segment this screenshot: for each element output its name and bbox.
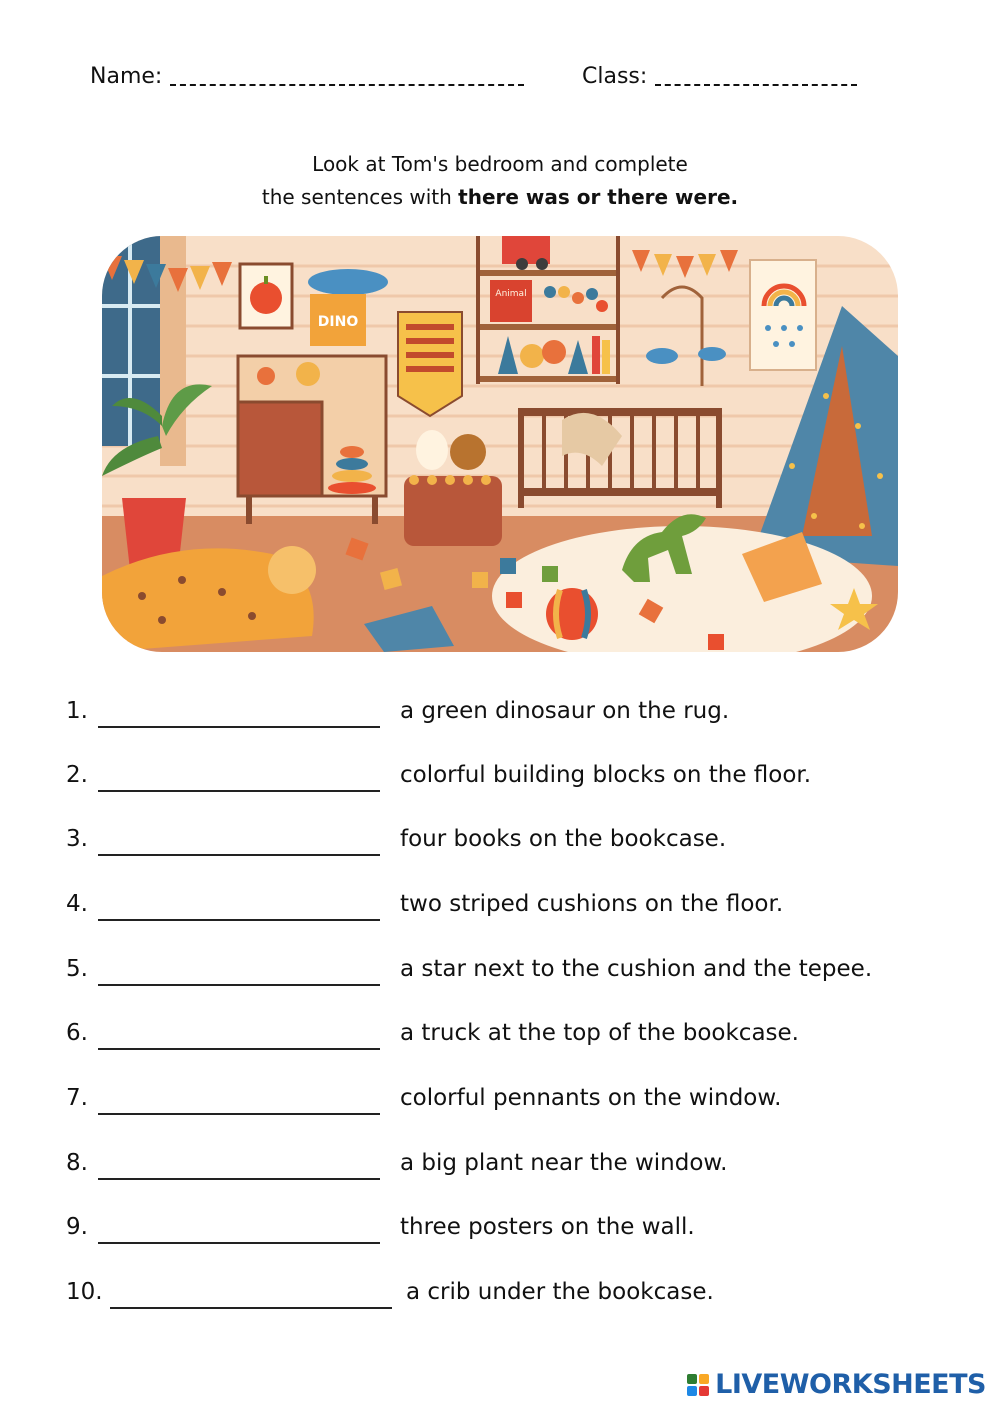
exercise-item: [66, 818, 946, 858]
answer-blank[interactable]: [98, 1216, 380, 1244]
instructions: [0, 148, 1000, 214]
name-label: Name:: [90, 64, 163, 89]
item-number: 5.: [66, 956, 88, 982]
class-label: Class:: [582, 64, 648, 89]
exercise-item: [66, 690, 946, 730]
item-text: a big plant near the window.: [400, 1150, 728, 1176]
logo-square-yellow: [699, 1374, 709, 1384]
instructions-line-2: [0, 181, 1000, 214]
item-text: four books on the bookcase.: [400, 826, 727, 852]
animal-book-text: Animal: [495, 289, 527, 299]
answer-blank[interactable]: [98, 1087, 380, 1115]
answer-blank[interactable]: [98, 1022, 380, 1050]
item-text: a crib under the bookcase.: [406, 1279, 714, 1305]
answer-blank[interactable]: [98, 1152, 380, 1180]
logo-square-green: [687, 1374, 697, 1384]
liveworksheets-brand[interactable]: [687, 1369, 986, 1400]
instructions-bold: there was or there were.: [458, 185, 739, 209]
item-number: 8.: [66, 1150, 88, 1176]
exercise-item: [66, 754, 946, 794]
brand-name: LIVEWORKSHEETS: [715, 1369, 986, 1400]
answer-blank[interactable]: [98, 828, 380, 856]
item-text: a truck at the top of the bookcase.: [400, 1020, 799, 1046]
item-text: a star next to the cushion and the tepee.: [400, 956, 873, 982]
answer-blank[interactable]: [110, 1281, 392, 1309]
logo-square-blue: [687, 1386, 697, 1396]
bedroom-illustration: [102, 236, 898, 652]
name-input-line[interactable]: [170, 62, 524, 86]
item-text: three posters on the wall.: [400, 1214, 695, 1240]
item-number: 7.: [66, 1085, 88, 1111]
item-text: a green dinosaur on the rug.: [400, 698, 730, 724]
class-field: [582, 62, 857, 92]
liveworksheets-logo-icon: [687, 1374, 709, 1396]
dino-text: DINO: [317, 314, 359, 330]
student-info-row: [90, 62, 910, 98]
name-field: [90, 62, 524, 92]
exercise-item: [66, 1206, 946, 1246]
exercise-item: [66, 1012, 946, 1052]
item-number: 9.: [66, 1214, 88, 1240]
item-number: 6.: [66, 1020, 88, 1046]
logo-square-red: [699, 1386, 709, 1396]
exercise-item: [66, 1271, 946, 1311]
item-number: 10.: [66, 1279, 103, 1305]
answer-blank[interactable]: [98, 958, 380, 986]
item-text: two striped cushions on the floor.: [400, 891, 784, 917]
exercise-item: [66, 948, 946, 988]
item-number: 4.: [66, 891, 88, 917]
exercise-item: [66, 1142, 946, 1182]
answer-blank[interactable]: [98, 893, 380, 921]
exercise-item: [66, 1077, 946, 1117]
answer-blank[interactable]: [98, 700, 380, 728]
item-number: 3.: [66, 826, 88, 852]
item-number: 1.: [66, 698, 88, 724]
class-input-line[interactable]: [655, 62, 857, 86]
answer-blank[interactable]: [98, 764, 380, 792]
item-text: colorful pennants on the window.: [400, 1085, 782, 1111]
instructions-prefix: the sentences with: [261, 185, 459, 209]
item-text: colorful building blocks on the floor.: [400, 762, 812, 788]
item-number: 2.: [66, 762, 88, 788]
instructions-line-1: Look at Tom's bedroom and complete: [312, 152, 688, 176]
exercise-item: [66, 883, 946, 923]
